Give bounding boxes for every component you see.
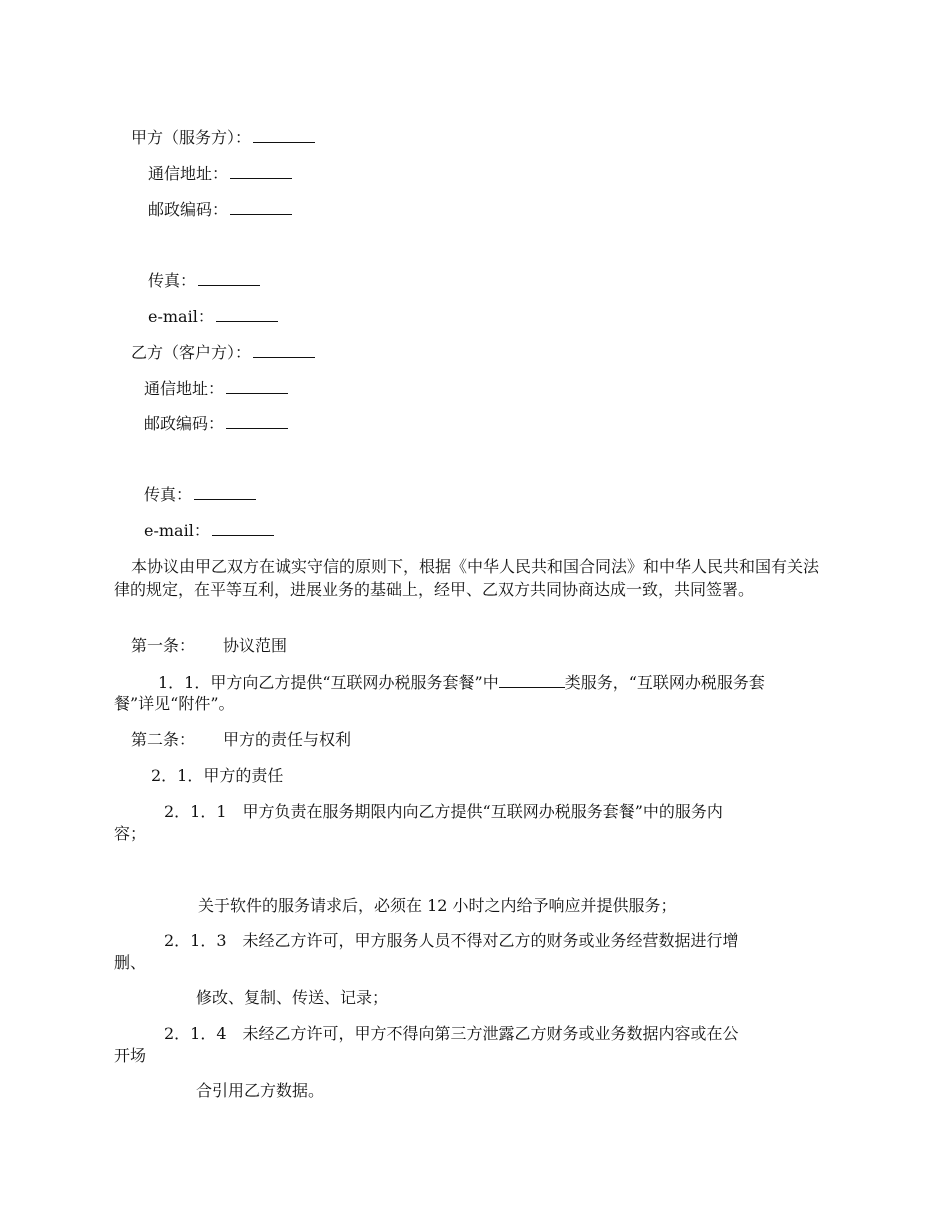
party-b-title: [131, 343, 315, 363]
party-b-address-blank: [226, 379, 288, 394]
clause-2-1-3-line2: 删、: [114, 953, 147, 972]
clause-2-1-4-line1: 2．1．4 未经乙方许可，甲方不得向第三方泄露乙方财务或业务数据内容或在公: [164, 1024, 739, 1043]
party-b-fax: [144, 485, 256, 505]
clause-1-1-text-b: 类服务，“互联网办税服务套: [564, 673, 765, 692]
party-a-address: [148, 164, 292, 184]
clause-2-1-3-line1: 2．1．3 未经乙方许可，甲方服务人员不得对乙方的财务或业务经营数据进行增: [164, 931, 739, 950]
party-b-title-label: 乙方（客户方）：: [131, 343, 252, 362]
clause-1-1-service-blank: [499, 673, 565, 688]
party-b-address-label: 通信地址：: [144, 379, 225, 398]
party-a-postcode-label: 邮政编码：: [148, 200, 229, 219]
party-a-fax-blank: [198, 271, 260, 286]
preamble-paragraph: 本协议由甲乙双方在诚实守信的原则下，根据《中华人民共和国合同法》和中华人民共和国有关法律的规定，在平等互利，进展业务的基础上，经甲、乙双方共同协商达成一致，共同签署。: [114, 557, 820, 599]
party-b-postcode-label: 邮政编码：: [144, 414, 225, 433]
article-2-heading: [131, 730, 351, 750]
clause-2-1-4-line2: 开场: [114, 1046, 147, 1065]
party-a-address-label: 通信地址：: [148, 164, 229, 183]
party-a-name-blank: [253, 128, 315, 143]
article-1-heading: [131, 636, 287, 656]
party-a-title-label: 甲方（服务方）：: [131, 128, 252, 147]
clause-1-1-line2: 餐”详见“附件”。: [114, 694, 235, 713]
party-b-name-blank: [253, 343, 315, 358]
party-a-postcode: [148, 200, 292, 220]
party-a-address-blank: [230, 164, 292, 179]
article-1-title: 协议范围: [223, 636, 288, 655]
article-2-title: 甲方的责任与权利: [223, 730, 352, 749]
party-b-fax-label: 传真：: [144, 485, 193, 504]
party-b-email: [144, 521, 274, 541]
party-b-fax-blank: [194, 485, 256, 500]
party-a-email-label: e-mail：: [148, 307, 214, 326]
party-a-email: [148, 307, 278, 327]
party-a-fax: [148, 271, 260, 291]
party-a-email-blank: [216, 307, 278, 322]
clause-2-1-3-line3: 修改、复制、传送、记录；: [196, 988, 389, 1007]
clause-2-1-1-line1: 2．1．1 甲方负责在服务期限内向乙方提供“互联网办税服务套餐”中的服务内: [164, 802, 723, 821]
party-b-email-label: e-mail：: [144, 521, 210, 540]
clause-2-1-4-line3: 合引用乙方数据。: [196, 1081, 325, 1100]
party-a-postcode-blank: [230, 200, 292, 215]
clause-2-1-1-line2: 容；: [114, 824, 147, 843]
article-2-number: 第二条：: [131, 730, 196, 749]
party-b-address: [144, 379, 288, 399]
party-b-email-blank: [212, 521, 274, 536]
clause-1-1-text-a: 1．1．甲方向乙方提供“互联网办税服务套餐”中: [158, 673, 499, 692]
party-a-title: [131, 128, 315, 148]
article-1-number: 第一条：: [131, 636, 196, 655]
clause-1-1-line1: [158, 673, 765, 693]
party-a-fax-label: 传真：: [148, 271, 197, 290]
party-b-postcode: [144, 414, 288, 434]
sub-2-1-heading: 2．1．甲方的责任: [151, 766, 284, 785]
party-b-postcode-blank: [226, 414, 288, 429]
clause-2-1-2: 关于软件的服务请求后，必须在 12 小时之内给予响应并提供服务；: [198, 896, 677, 915]
